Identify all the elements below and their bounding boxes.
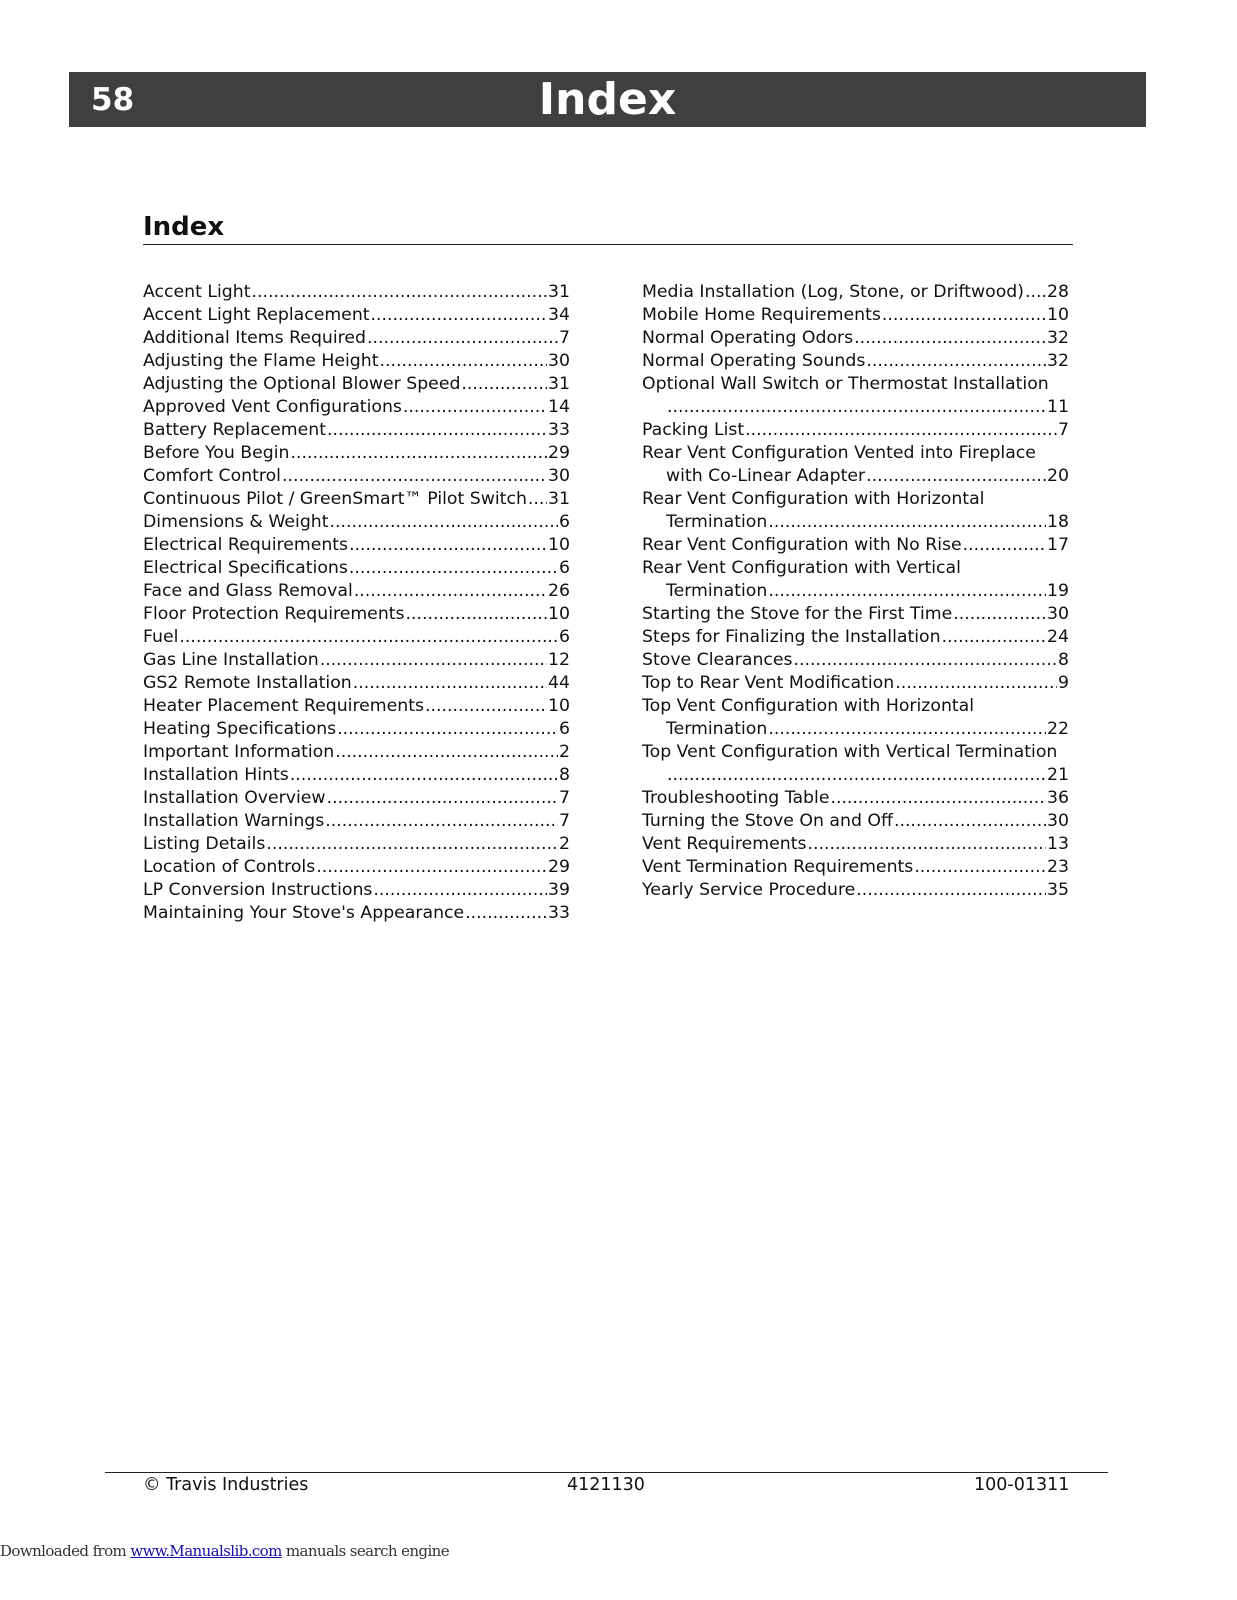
dot-leader	[349, 534, 547, 557]
dot-leader	[371, 304, 547, 327]
index-entry-label: Troubleshooting Table	[642, 788, 830, 808]
footer-part-number: 100-01311	[974, 1475, 1070, 1495]
index-entry-label: Important Information	[143, 742, 335, 762]
index-entry	[143, 626, 570, 649]
index-entry-page: 32	[1047, 351, 1069, 371]
index-entry-continuation	[642, 465, 1069, 488]
dot-leader	[425, 695, 547, 718]
dot-leader	[337, 718, 558, 741]
dot-leader	[282, 465, 547, 488]
index-entry-page: 9	[1058, 673, 1069, 693]
index-entry-label: Normal Operating Sounds	[642, 351, 866, 371]
dot-leader	[354, 580, 547, 603]
index-entry-label: Approved Vent Configurations	[143, 397, 402, 417]
index-entry	[642, 304, 1069, 327]
index-entry-label: Adjusting the Flame Height	[143, 351, 379, 371]
index-entry	[143, 695, 570, 718]
download-prefix: Downloaded from	[0, 1542, 131, 1560]
index-entry-label: Electrical Specifications	[143, 558, 348, 578]
index-entry-label-continued: Termination	[666, 512, 768, 532]
dot-leader	[830, 787, 1046, 810]
dot-leader	[866, 350, 1046, 373]
index-entry	[143, 649, 570, 672]
dot-leader	[330, 511, 558, 534]
index-entry-label: Stove Clearances	[642, 650, 793, 670]
download-suffix: manuals search engine	[281, 1542, 449, 1560]
index-entry	[143, 741, 570, 764]
index-entry	[143, 580, 570, 603]
index-entry-label: Comfort Control	[143, 466, 281, 486]
index-entry-label: Heating Specifications	[143, 719, 337, 739]
dot-leader	[461, 373, 547, 396]
index-entry-label: Maintaining Your Stove's Appearance	[143, 903, 465, 923]
index-entry-label: GS2 Remote Installation	[143, 673, 352, 693]
dot-leader	[953, 603, 1046, 626]
index-entry-label: Dimensions & Weight	[143, 512, 329, 532]
index-entry	[143, 557, 570, 580]
dot-leader	[373, 879, 547, 902]
index-entry	[642, 672, 1069, 695]
index-entry	[642, 626, 1069, 649]
index-entry-page: 7	[559, 328, 570, 348]
index-entry-page: 33	[548, 903, 570, 923]
index-entry-page: 6	[559, 512, 570, 532]
index-entry	[143, 902, 570, 925]
index-entry-label: Installation Hints	[143, 765, 289, 785]
dot-leader	[335, 741, 558, 764]
dot-leader	[327, 787, 558, 810]
index-entry	[143, 396, 570, 419]
index-entry-page: 31	[548, 374, 570, 394]
index-column-right	[642, 281, 1069, 902]
index-entry-page: 26	[548, 581, 570, 601]
index-entry-page: 10	[548, 696, 570, 716]
index-entry-label: Starting the Stove for the First Time	[642, 604, 953, 624]
index-entry	[642, 695, 1069, 741]
index-entry-page: 39	[548, 880, 570, 900]
index-entry-continuation	[642, 718, 1069, 741]
index-entry-label: Additional Items Required	[143, 328, 366, 348]
dot-leader	[325, 810, 558, 833]
index-entry-label: Installation Warnings	[143, 811, 325, 831]
dot-leader	[327, 419, 547, 442]
index-entry	[143, 603, 570, 626]
index-entry-page: 19	[1047, 581, 1069, 601]
dot-leader	[894, 810, 1046, 833]
index-entry-page: 12	[548, 650, 570, 670]
index-entry	[642, 879, 1069, 902]
index-entry-page: 10	[548, 535, 570, 555]
index-entry	[642, 557, 1069, 603]
index-entry-label-continued: with Co-Linear Adapter	[666, 466, 866, 486]
index-entry-page: 14	[548, 397, 570, 417]
index-entry-label: Media Installation (Log, Stone, or Driftwood)	[642, 282, 1025, 302]
dot-leader	[367, 327, 558, 350]
dot-leader	[768, 718, 1046, 741]
index-entry	[642, 833, 1069, 856]
index-entry-page: 6	[559, 719, 570, 739]
index-entry	[143, 488, 570, 511]
index-entry-label: Optional Wall Switch or Thermostat Installation	[642, 374, 1049, 394]
index-entry-page: 10	[548, 604, 570, 624]
dot-leader	[882, 304, 1046, 327]
index-entry-page: 30	[1047, 811, 1069, 831]
index-entry-label: Rear Vent Configuration with No Rise	[642, 535, 962, 555]
index-entry-label: Yearly Service Procedure	[642, 880, 856, 900]
index-entry-label: Installation Overview	[143, 788, 326, 808]
index-entry	[143, 373, 570, 396]
index-entry	[642, 373, 1069, 419]
index-entry	[642, 350, 1069, 373]
dot-leader	[667, 396, 1046, 419]
index-entry-page: 7	[559, 788, 570, 808]
index-entry-page: 20	[1047, 466, 1069, 486]
index-entry-page: 35	[1047, 880, 1069, 900]
index-entry-label: Top Vent Configuration with Vertical Termination	[642, 742, 1058, 762]
index-entry	[642, 488, 1069, 534]
index-entry	[642, 810, 1069, 833]
index-entry-page: 23	[1047, 857, 1069, 877]
index-entry	[642, 649, 1069, 672]
index-entry-label: Top Vent Configuration with Horizontal	[642, 696, 975, 716]
dot-leader	[290, 442, 547, 465]
index-entry-page: 44	[548, 673, 570, 693]
index-entry-label: Floor Protection Requirements	[143, 604, 405, 624]
index-entry-page: 6	[559, 558, 570, 578]
index-entry-label: Turning the Stove On and Off	[642, 811, 893, 831]
dot-leader	[963, 534, 1046, 557]
index-entry-page: 7	[559, 811, 570, 831]
index-entry	[143, 856, 570, 879]
index-entry	[143, 350, 570, 373]
dot-leader	[854, 327, 1046, 350]
dot-leader	[807, 833, 1046, 856]
index-entry-page: 8	[1058, 650, 1069, 670]
index-entry	[642, 327, 1069, 350]
index-entry-page: 18	[1047, 512, 1069, 532]
index-entry-label: Packing List	[642, 420, 745, 440]
index-entry	[642, 419, 1069, 442]
index-entry-label: Rear Vent Configuration with Horizontal	[642, 489, 985, 509]
index-entry	[143, 534, 570, 557]
header-bar	[69, 72, 1146, 127]
index-entry	[143, 511, 570, 534]
index-entry-label: Top to Rear Vent Modification	[642, 673, 895, 693]
index-entry	[642, 856, 1069, 879]
index-entry-label: Rear Vent Configuration with Vertical	[642, 558, 961, 578]
dot-leader	[942, 626, 1046, 649]
footer-copyright: © Travis Industries	[143, 1475, 309, 1495]
index-entry-label: Battery Replacement	[143, 420, 327, 440]
index-entry-page: 22	[1047, 719, 1069, 739]
index-entry-page: 36	[1047, 788, 1069, 808]
dot-leader	[380, 350, 547, 373]
section-title: Index	[143, 212, 1073, 245]
index-entry	[642, 281, 1069, 304]
index-entry-page: 33	[548, 420, 570, 440]
dot-leader	[768, 580, 1046, 603]
index-entry-label: LP Conversion Instructions	[143, 880, 373, 900]
footer-rule	[105, 1472, 1108, 1473]
index-entry	[143, 281, 570, 304]
dot-leader	[745, 419, 1057, 442]
index-entry-page: 11	[1047, 397, 1069, 417]
index-entry-label: Continuous Pilot / GreenSmart™ Pilot Switch	[143, 489, 527, 509]
index-entry-page: 31	[548, 282, 570, 302]
index-entry-label: Adjusting the Optional Blower Speed	[143, 374, 461, 394]
dot-leader	[290, 764, 558, 787]
index-entry-label: Location of Controls	[143, 857, 316, 877]
index-entry-label: Mobile Home Requirements	[642, 305, 881, 325]
index-entry	[143, 442, 570, 465]
index-entry-page: 17	[1047, 535, 1069, 555]
index-entry	[143, 304, 570, 327]
index-entry-label: Face and Glass Removal	[143, 581, 353, 601]
index-entry	[143, 465, 570, 488]
index-entry-label: Normal Operating Odors	[642, 328, 854, 348]
index-entry-label: Accent Light Replacement	[143, 305, 370, 325]
dot-leader	[406, 603, 547, 626]
index-entry-label: Gas Line Installation	[143, 650, 319, 670]
dot-leader	[179, 626, 558, 649]
index-entry-page: 13	[1047, 834, 1069, 854]
manualslib-link[interactable]: www.Manualslib.com	[130, 1542, 282, 1560]
index-entry	[143, 672, 570, 695]
dot-leader	[528, 488, 547, 511]
index-entry-page: 21	[1047, 765, 1069, 785]
dot-leader	[667, 764, 1046, 787]
index-entry-page: 30	[1047, 604, 1069, 624]
index-entry	[143, 833, 570, 856]
index-entry	[642, 741, 1069, 787]
index-entry-label: Electrical Requirements	[143, 535, 349, 555]
index-entry-page: 28	[1047, 282, 1069, 302]
dot-leader	[320, 649, 547, 672]
index-entry-label-continued: Termination	[666, 719, 768, 739]
index-entry-page: 10	[1047, 305, 1069, 325]
index-entry-page: 32	[1047, 328, 1069, 348]
index-entry-page: 2	[559, 742, 570, 762]
index-entry-page: 31	[548, 489, 570, 509]
index-entry	[143, 419, 570, 442]
index-entry-label-continued: Termination	[666, 581, 768, 601]
index-entry-page: 6	[559, 627, 570, 647]
index-entry	[642, 534, 1069, 557]
page-number: 58	[91, 82, 135, 118]
dot-leader	[768, 511, 1046, 534]
index-entry-label: Heater Placement Requirements	[143, 696, 424, 716]
download-line	[0, 1542, 449, 1560]
dot-leader	[316, 856, 547, 879]
index-entry-label: Vent Requirements	[642, 834, 807, 854]
index-entry-label: Vent Termination Requirements	[642, 857, 914, 877]
dot-leader	[1025, 281, 1046, 304]
dot-leader	[252, 281, 547, 304]
index-entry-page: 30	[548, 466, 570, 486]
index-entry	[143, 327, 570, 350]
index-entry-label: Before You Begin	[143, 443, 290, 463]
index-entry-continuation	[642, 764, 1069, 787]
index-entry-continuation	[642, 396, 1069, 419]
dot-leader	[895, 672, 1057, 695]
index-entry	[642, 603, 1069, 626]
index-entry-label: Accent Light	[143, 282, 251, 302]
footer-doc-number: 4121130	[567, 1475, 645, 1495]
index-entry-label: Steps for Finalizing the Installation	[642, 627, 941, 647]
index-entry	[143, 764, 570, 787]
dot-leader	[403, 396, 547, 419]
dot-leader	[353, 672, 547, 695]
dot-leader	[866, 465, 1046, 488]
index-entry	[143, 787, 570, 810]
index-entry-page: 8	[559, 765, 570, 785]
dot-leader	[856, 879, 1046, 902]
index-entry-page: 24	[1047, 627, 1069, 647]
index-entry-label: Listing Details	[143, 834, 266, 854]
index-entry-page: 7	[1058, 420, 1069, 440]
header-title: Index	[538, 74, 677, 125]
index-entry	[143, 810, 570, 833]
index-entry-label: Rear Vent Configuration Vented into Fireplace	[642, 443, 1036, 463]
dot-leader	[914, 856, 1046, 879]
index-entry-continuation	[642, 511, 1069, 534]
index-entry	[143, 879, 570, 902]
dot-leader	[349, 557, 558, 580]
dot-leader	[465, 902, 547, 925]
index-entry	[143, 718, 570, 741]
index-entry-page: 34	[548, 305, 570, 325]
index-entry-page: 29	[548, 443, 570, 463]
dot-leader	[794, 649, 1057, 672]
index-entry	[642, 442, 1069, 488]
index-entry-page: 29	[548, 857, 570, 877]
dot-leader	[266, 833, 558, 856]
index-entry-continuation	[642, 580, 1069, 603]
index-entry-page: 30	[548, 351, 570, 371]
index-entry-page: 2	[559, 834, 570, 854]
index-entry-label: Fuel	[143, 627, 179, 647]
index-column-left	[143, 281, 570, 925]
index-entry	[642, 787, 1069, 810]
